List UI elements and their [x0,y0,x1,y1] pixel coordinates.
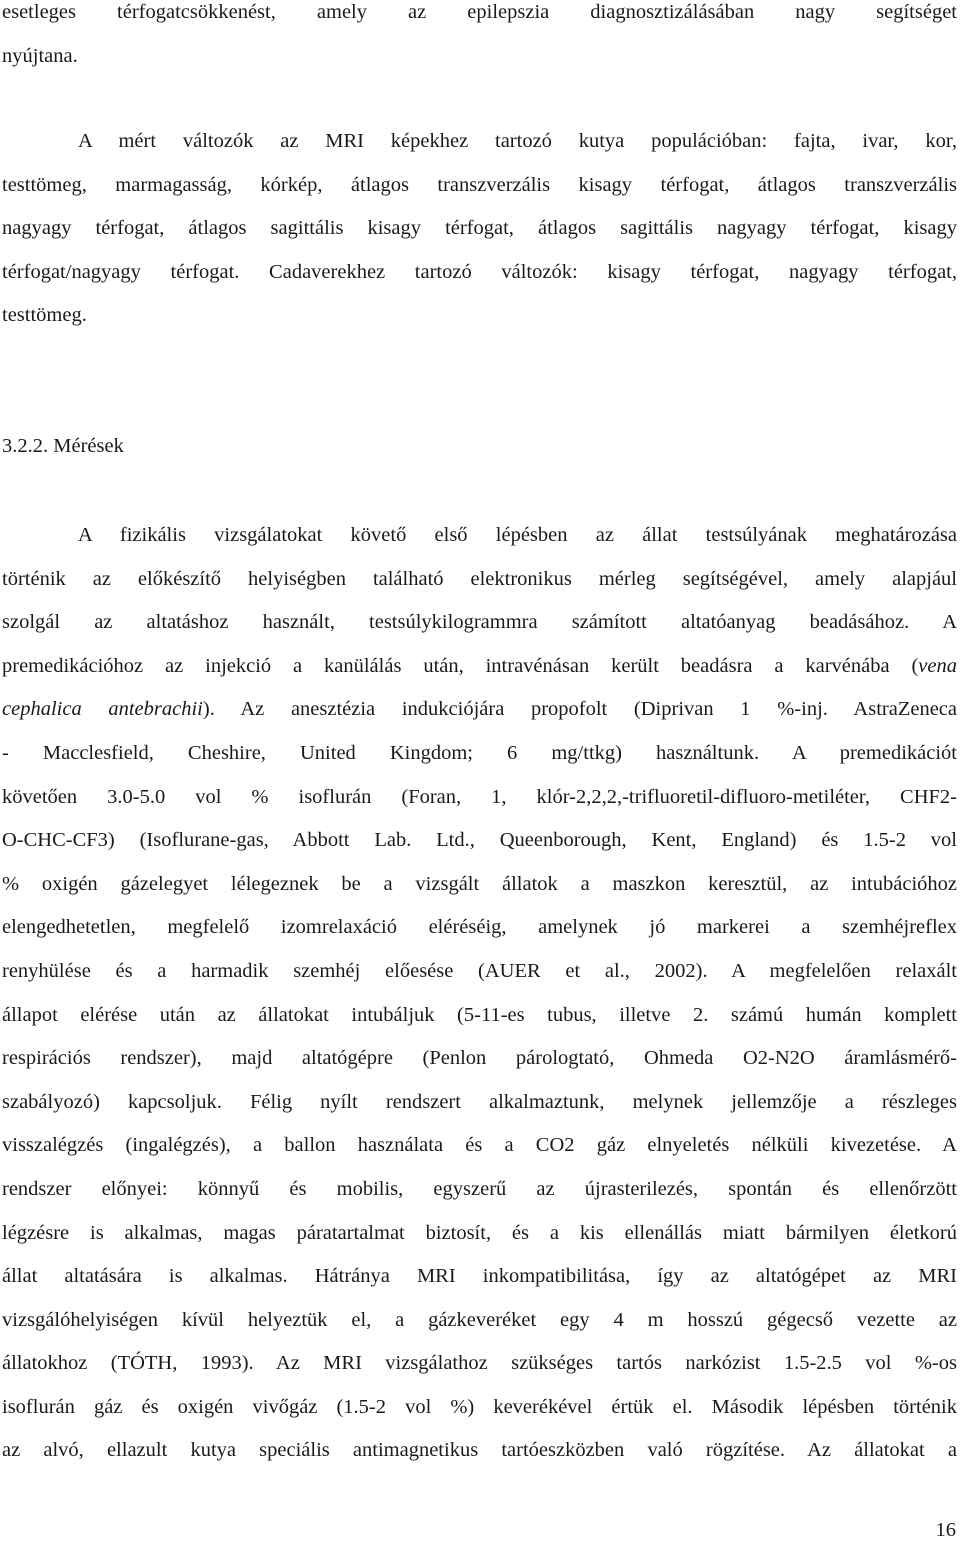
text-line: térfogat/nagyagy térfogat. Cadaverekhez tartozó változók: kisagy térfogat, nagyagy térfogat, [2,260,957,283]
text-line: állat altatására is alkalmas. Hátránya MRI inkompatibilitása, így az altatógépet az MRI [2,1265,957,1288]
text-line: renyhülése és a harmadik szemhéj előesése (AUER et al., 2002). A megfelelően relaxált [2,959,957,982]
text-line: nyújtana. [2,44,78,67]
text-line: O-CHC-CF3) (Isoflurane-gas, Abbott Lab. Ltd., Queenborough, Kent, England) és 1.5-2 vol [2,829,957,852]
text-line: vizsgálóhelyiségen kívül helyeztük el, a gázkeveréket egy 4 m hosszú gégecső vezette az [2,1308,957,1331]
text-segment: premedikációhoz az injekció a kanülálás után, intravénásan került beadásra a karvénába ( [2,654,919,677]
italic-term: vena [918,654,957,677]
text-line: esetleges térfogatcsökkenést, amely az epilepszia diagnosztizálásában nagy segítséget [2,1,957,23]
paragraph-continuation [2,0,957,78]
italic-term: cephalica antebrachii [2,698,203,721]
text-line: testtömeg, marmagasság, kórkép, átlagos transzverzális kisagy térfogat, átlagos transzverzális [2,173,957,196]
text-line: respirációs rendszer), majd altatógépre (Penlon párologtató, Ohmeda O2-N2O áramlásmérő- [2,1047,957,1070]
text-line: állapot elérése után az állatokat intubáljuk (5-11-es tubus, illetve 2. számú humán komplett [2,1003,957,1026]
section-heading: 3.2.2. Mérések [2,435,124,457]
text-line: isoflurán gáz és oxigén vivőgáz (1.5-2 vol %) keverékével értük el. Második lépésben történik [2,1395,957,1418]
text-segment: ). Az anesztézia indukciójára propofolt (Diprivan 1 %-inj. AstraZeneca [202,698,957,721]
text-line: elengedhetetlen, megfelelő izomrelaxáció eléréséig, amelynek jó markerei a szemhéjreflex [2,916,957,939]
text-line: követően 3.0-5.0 vol % isoflurán (Foran, 1, klór-2,2,2,-trifluoretil-difluoro-metiléter, CHF2- [2,785,957,808]
text-line: történik az előkészítő helyiségben található elektronikus mérleg segítségével, amely alapjául [2,567,957,590]
text-line: A mért változók az MRI képekhez tartozó kutya populációban: fajta, ivar, kor, [78,130,957,152]
text-line: rendszer előnyei: könnyű és mobilis, egyszerű az újrasterilezés, spontán és ellenőrzött [2,1177,957,1200]
text-line: állatokhoz (TÓTH, 1993). Az MRI vizsgálathoz szükséges tartós narkózist 1.5-2.5 vol %-os [2,1352,957,1375]
text-line: testtömeg. [2,304,87,327]
text-line: - Macclesfield, Cheshire, United Kingdom; 6 mg/ttkg) használtunk. A premedikációt [2,741,957,764]
text-line: szolgál az altatáshoz használt, testsúlykilogrammra számított altatóanyag beadásához. A [2,611,957,634]
text-line: A fizikális vizsgálatokat követő első lépésben az állat testsúlyának meghatározása [78,524,957,546]
text-line: % oxigén gázelegyet lélegeznek be a vizsgált állatok a maszkon keresztül, az intubációhoz [2,872,957,895]
paragraph-measurements [2,514,957,1473]
text-line: az alvó, ellazult kutya speciális antimagnetikus tartóeszközben való rögzítése. Az állatokat a [2,1439,957,1462]
text-line: visszalégzés (ingalégzés), a ballon használata és a CO2 gáz elnyeletés nélküli kivezetése. A [2,1134,957,1157]
text-line: légzésre is alkalmas, magas páratartalmat biztosít, és a kis ellenállás miatt bármilyen életkorú [2,1221,957,1244]
text-line [2,645,957,689]
text-line: szabályozó) kapcsoljuk. Félig nyílt rendszert alkalmaztunk, melynek jellemzője a részleges [2,1090,957,1113]
page-number: 16 [935,1519,956,1541]
text-line [2,688,957,732]
paragraph-variables [2,120,957,338]
text-line: nagyagy térfogat, átlagos sagittális kisagy térfogat, átlagos sagittális nagyagy térfogat, kisagy [2,217,957,240]
